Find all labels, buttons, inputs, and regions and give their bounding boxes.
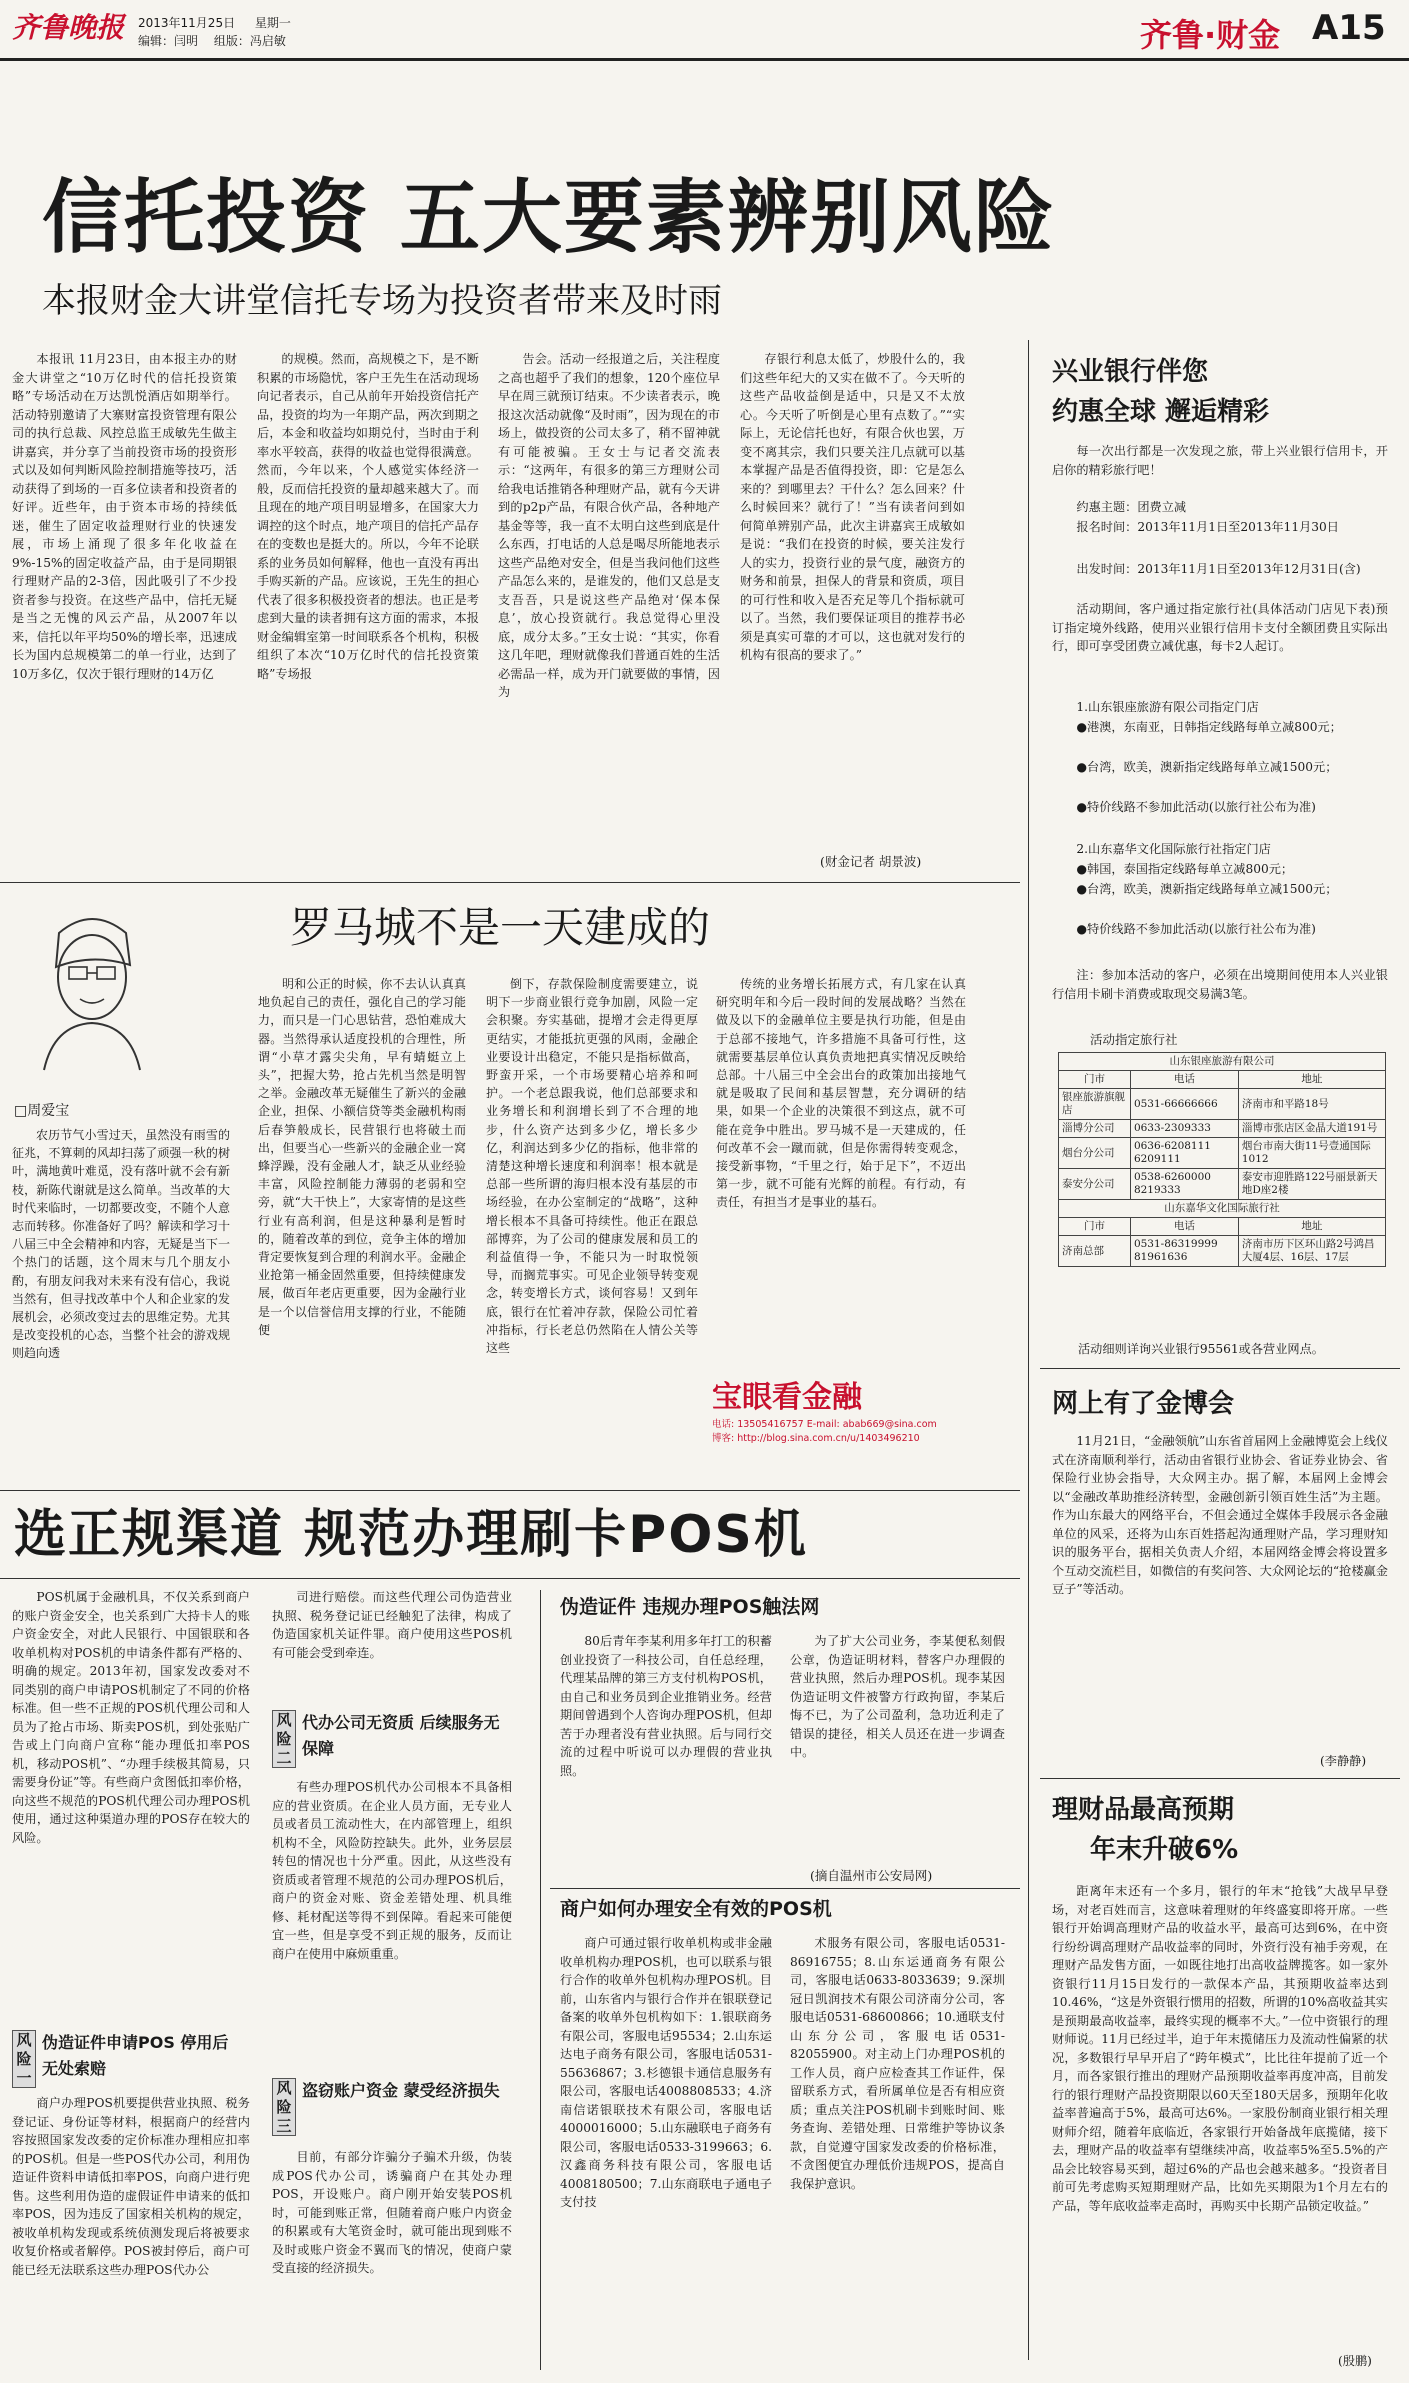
wealth-body: 距离年末还有一个多月，银行的年末“抢钱”大战早早登场，对老百姓而言，这意味着理财的年终盛宴即将开席。一些银行开始调高理财产品的收益水平，最高可达到6%，在中资行纷纷调高理财产品收益率的同时，外资行没有袖手旁观，在理财产品发售方面，一如既往地打出高收益牌揽客。如一家外资银行11月15日发行的一款保本产品，其预期收益率达到10.46%，“这是外资银行惯用的招数，所谓的10%高收益其实是预期最高收益率，最终实现的概率不大。”一位中资银行的理财师说。11月已经过半，迫于年末揽储压力及流动性偏紧的状况，多数银行早早开启了“跨年模式”，比比往年提前了近一个月，而各家银行推出的理财产品预期收益率再度冲高，目前发行的银行理财产品投资期限以60天至180天居多，预期年化收益率普遍高于5%，最高可达6%。一家股份制商业银行相关理财师介绍，随着年底临近，各家银行开始备战年底揽储，接下去，理财产品的收益率有望继续冲高，收益率5%至5.5%的产品会比较容易买到，超过6%的产品也会越来越多。“投资者目前可先考虑购买短期理财产品，比如先买期限为1个月左右的产品，等年底收益率走高时，再购买中长期产品锁定收益。” (1052, 1884, 1388, 2213)
t2-col-phone: 电话 (1130, 1218, 1238, 1236)
column-title: 罗马城不是一天建成的 (290, 903, 711, 952)
expo-bottom-rule (1040, 1778, 1400, 1779)
pos-mid-rule (550, 1888, 1020, 1889)
cib-agency-1-item-2: ●台湾，欧美，澳新指定线路每单立减1500元； (1076, 760, 1338, 774)
weekday-text: 星期一 (254, 16, 291, 30)
lead-byline: (财金记者 胡景波) (820, 854, 922, 869)
risk-1-title: 伪造证件申请POS 停用后无处索赔 (42, 2033, 229, 2078)
lead-subtitle: 本报财金大讲堂信托专场为投资者带来及时雨 (42, 281, 722, 321)
columnist-sketch (14, 895, 169, 1075)
wealth-byline: (殷鹏) (1338, 2354, 1372, 2368)
lead-bottom-rule (0, 882, 1020, 883)
cib-agency-table (1058, 1052, 1386, 1267)
badge-contact: 电话: 13505416757 E-mail: abab669@sina.com (712, 1419, 937, 1430)
cib-note: 注：参加本活动的客户，必须在出境期间使用本人兴业银行信用卡刷卡消费或取现交易满3笔。 (1052, 968, 1388, 1001)
page-number: A15 (1312, 8, 1386, 48)
table-row: 烟台分公司 0636-6208111 6209111 烟台市南大街11号壹通国际1012 (1059, 1138, 1386, 1169)
section-name: 齐鲁·财金 (1140, 16, 1281, 54)
table-row: 淄博分公司 0633-2309333 淄博市张店区金晶大道191号 (1059, 1120, 1386, 1138)
column-col-1: 农历节气小雪过天，虽然没有雨雪的征兆，不算刺的风却扫荡了顽强一秋的树叶，满地黄叶难觅，没有落叶就不会有新枝，新陈代谢就是这么简单。当改革的大时代来临时，一切都要改变，不随个人意志而转移。你准备好了吗？解读和学习十八届三中全会精神和内容，无疑是当下一个热门的话题，这个周末与几个朋友小酌，有朋友问我对未来有没有信心，我说当然有，但寻找改革中个人和企业家的发展机会，必须改变过去的思维定势。尤其是改变投机的心态，当整个社会的游戏规则趋向透 (12, 1128, 230, 1361)
pos-title: 选正规渠道 规范办理刷卡POS机 (14, 1505, 808, 1565)
wealth-title-1: 理财品最高预期 (1052, 1795, 1235, 1825)
expo-body: 11月21日，“金融领航”山东省首届网上金融博览会上线仪式在济南顺利举行，活动由省银行业协会、省证券业协会、省保险行业协会指导，大众网主办。据了解，本届网上金博会以“金融改革助推经济转型，金融创新引领百姓生活”为主题。作为山东最大的网络平台，不但会通过全媒体手段展示各金融单位的风采，还将为山东百姓搭起沟通理财产品，学习理财知识的服务平台，据相关负责人介绍，本届网络金博会将设置多个互动交流栏目，如微信的有奖问答、大众网论坛的“抢楼赢金豆子”等活动。 (1052, 1434, 1388, 1596)
right-rail-divider (1028, 340, 1029, 2360)
pos-inner-divider (540, 1590, 541, 2370)
issue-date (138, 14, 291, 31)
column-col-3: 倒下，存款保险制度需要建立，说明下一步商业银行竞争加剧，风险一定会积聚。夯实基础，提增才会走得更厚更结实，才能抵抗更强的风雨，金融企业要设计出稳定，不能只是指标做高，野蛮开采，一个市场要精心培养和呵护。一个老总跟我说，他们总部要求和业务增长和利润增长到了不合理的地步，什么资产达到多少亿，增长多少亿，利润达到多少亿的指标，他非常的清楚这种增长速度和利润率！根本就是总部一些所谓的海归根本没有基层的市场经验，在办公室制定的“战略”，这种增长根本不具备可持续性。他正在跟总部博弈，为了公司的健康发展和员工的利益值得一争，不能只为一时取悦领导，而搁荒事实。可见企业领导转变观念，转变增长方式，谈何容易！又到年底，银行在忙着冲存款，保险公司忙着冲指标，行长老总仍然陷在人情公关等这些 (486, 977, 698, 1356)
pos-col-2-bottom: 目前，有部分诈骗分子骗术升级，伪装成POS代办公司，诱骗商户在其处办理POS，开设账户。商户刚开始安装POS机时，可能到账正常，但随着商户账户内资金的积累或有大笔资金时，就可能出现到账不及时或账户资金不翼而飞的情况，使商户蒙受直接的经济损失。 (272, 2150, 512, 2275)
pos-col-1-bottom: 商户办理POS机要提供营业执照、税务登记证、身份证等材料，根据商户的经营内容按照国家发改委的定价标准办理相应扣率的POS机。但是一些POS代办公司，利用伪造证件资料申请低扣率POS，向商户进行兜售。这些利用伪造的虚假证件申请来的低扣率POS，因为违反了国家相关机构的规定，被收单机构发现或系统侦测发现后将被要求收复价格或者解停。POS被封停后，商户可能已经无法联系这些办理POS代办公 (12, 2096, 250, 2277)
lead-col-3: 告会。活动一经报道之后，关注程度之高也超乎了我们的想象，120个座位早早在周三就预订结束。不少读者表示，晚报这次活动就像“及时雨”，因为现在的市场上，做投资的公司太多了，稍不留神就有可能被骗。王女士与记者交流表示：“这两年，有很多的第三方理财公司给我电话推销各种理财产品，就有今天讲到的p2p产品，有限合伙产品，各种地产基金等等，我一直不太明白这些到底是什么东西，打电话的人总是喝尽所能地表示这些产品绝对安全，但是当我问他们这些产品怎么来的，是谁发的，他们又总是支支吾吾，只是说这些产品绝对‘保本保息’，放心投资就行。我总觉得心里没底，成分太多。”王女士说：“其实，你看这几年吧，理财就像我们普通百姓的生活必需品一样，成为开门就要做的事情，因为 (498, 352, 720, 699)
column-col-2: 明和公正的时候，你不去认认真真地负起自己的责任，强化自己的学习能力，而只是一门心思钻营，恐怕难成大器。当然得承认适度投机的合理性，所谓“小草才露尖尖角，早有蜻蜓立上头”，把握大势，抢占先机当然是明智之举。金融改革无疑催生了新兴的金融企业，担保、小额信贷等类金融机构雨后春笋般成长，民营银行也将破土而出，但要当心一些新兴的金融企业一窝蜂浮躁，没有金融人才，缺乏从业经验丰富，风险控制能力薄弱的老弱和空旁，就“大干快上”，大家寄情的是这些行业有高利润，但是这种暴利是暂时的，随着改革的到位，竞争主体的增加背定要恢复到合理的利润水平。金融企业抢第一桶金固然重要，但持续健康发展，做百年老店更重要，因为金融行业是一个以信誉信用支撑的行业，不能随便 (258, 977, 466, 1337)
risk-2-tag: 风险二 (272, 1710, 296, 1768)
cib-signup: 报名时间：2013年11月1日至2013年11月30日 (1076, 520, 1339, 534)
cib-bottom-rule (1040, 1368, 1400, 1369)
cib-title-2: 约惠全球 邂逅精彩 (1052, 397, 1270, 427)
pos-title-rule (0, 1578, 1020, 1579)
column-badge (712, 1378, 972, 1478)
cib-agency-2-item-1: ●韩国，泰国指定线路每单立减800元； (1076, 862, 1294, 876)
expo-title: 网上有了金博会 (1052, 1389, 1235, 1419)
risk-1-tag: 风险一 (12, 2030, 36, 2088)
column-author: □周爱宝 (14, 1103, 70, 1119)
cib-footer: 活动细则详询兴业银行95561或各营业网点。 (1078, 1342, 1324, 1356)
expo-byline: (李静静) (1320, 1754, 1367, 1768)
t2-col-store: 门市 (1059, 1218, 1131, 1236)
t1-col-addr: 地址 (1238, 1071, 1385, 1089)
wealth-title-2: 年末升破6% (1090, 1835, 1239, 1865)
risk-3-tag: 风险三 (272, 2078, 296, 2136)
t2-col-addr: 地址 (1238, 1218, 1385, 1236)
pos-col-3-top: 80后青年李某利用多年打工的积蓄创业投资了一科技公司，自任总经理，代理某品牌的第三方支付机构POS机，由自己和业务员到企业推销业务。经营期间曾遇到个人咨询办理POS机，但却苦于办理者没有营业执照。后与同行交流的过程中听说可以办理假的营业执照。 (560, 1634, 772, 1778)
lead-title: 信托投资 五大要素辨别风险 (42, 171, 1056, 264)
cib-agency-1-item-1: ●港澳，东南亚，日韩指定线路每单立减800元； (1076, 720, 1342, 734)
date-text: 2013年11月25日 (138, 16, 236, 30)
lead-col-4: 存银行利息太低了，炒股什么的，我们这些年纪大的又实在做不了。今天听的这些产品收益倒是适中，只是又不太放心。今天听了听倒是心里有点数了。”“实际上，无论信托也好，有限合伙也罢，万变不离其宗，我们只要关注几点就可以基本掌握产品是否值得投资，即：它是怎么来的？到哪里去？干什么？怎么回来？什么时候回来？就行了！”当有读者问到如何简单辨别产品，此次主讲嘉宾王成敏如是说：“我们在投资的时候，要关注发行人的实力，投资行业的景气度，融资方的财务和前景，担保人的背景和资质，项目的可行性和收入是否充足等几个指标就可以了。当然，我们要保证项目的推荐书必须是真实可靠的才可以，这也就对发行的机构有很高的要求了。” (740, 352, 965, 662)
pos-col-4-bottom: 术服务有限公司，客服电话0531-86916755；8.山东运通商务有限公司，客服电话0633-8033639；9.深圳冠日凯润技术有限公司济南分公司，客服电话0531-68600866；10.通联支付山东分公司，客服电话0531-82055900。对主动上门办理POS机的工作人员，商户应检查其工作证件，保留联系方式，看所属单位是否有相应资质；重点关注POS机刷卡到账时间、账务查询、差错处理、日常维护等协议条款，自觉遵守国家发改委的价格标准，不贪图便宜办理低价违规POS，提高自我保护意识。 (790, 1936, 1005, 2191)
t1-col-store: 门市 (1059, 1071, 1131, 1089)
pos-col-4-top: 为了扩大公司业务，李某便私刻假公章，伪造证明材料，替客户办理假的营业执照，然后办理POS机。现李某因伪造证明文件被警方行政拘留，李某后悔不已，为了公司盈利，急功近利走了错误的捷径，相关人员还在进一步调查中。 (790, 1634, 1005, 1759)
pos-sub-1-byline: (摘自温州市公安局网) (810, 1868, 933, 1883)
table-row: 济南总部 0531-86319999 81961636 济南市历下区环山路2号鸿昌大厦4层、16层、17层 (1059, 1236, 1386, 1267)
lead-col-2: 的规模。然而，高规模之下，是不断积累的市场隐忧，客户王先生在活动现场向记者表示，自己从前年开始投资信托产品，投资的均为一年期产品，两次到期之后，本金和收益均如期兑付，当时由于利率水平较高，获得的收益也觉得很满意。然而，今年以来，个人感觉实体经济一般，反而信托投资的量却越来越大了。而且现在的地产项目明显增多，在国家大力调控的这个时点，地产项目的信托产品存在的变数也是挺大的。所以，今年不论联系的业务员如何解释，他也一直没有再出手购买新的产品。应该说，王先生的担心代表了很多积极投资者的想法。也正是考虑到大量的读者拥有这方面的需求，本报财金编辑室第一时间联系各个机构，积极组织了本次“10万亿时代的信托投资策略”专场报 (257, 352, 479, 681)
cib-agency-2: 2.山东嘉华文化国际旅行社指定门店 (1076, 842, 1271, 856)
cib-body: 活动期间，客户通过指定旅行社(具体活动门店见下表)预订指定境外线路，使用兴业银行信用卡支付全额团费且实际出行，即可享受团费立减优惠，每卡2人起订。 (1052, 602, 1388, 653)
cib-agency-2-item-2: ●台湾，欧美，澳新指定线路每单立减1500元； (1076, 882, 1338, 896)
cib-intro: 每一次出行都是一次发现之旅，带上兴业银行信用卡，开启你的精彩旅行吧！ (1052, 444, 1388, 477)
column-bottom-rule (0, 1490, 1020, 1491)
badge-text: 宝眼看金融 (712, 1380, 862, 1415)
t1-header: 山东银座旅游有限公司 (1059, 1053, 1386, 1071)
cib-depart: 出发时间：2013年11月1日至2013年12月31日(含) (1076, 562, 1361, 576)
risk-2-title: 代办公司无资质 后续服务无保障 (302, 1713, 500, 1758)
editor-credits (138, 32, 286, 49)
cib-theme: 约惠主题：团费立减 (1076, 500, 1187, 514)
column-col-4: 传统的业务增长拓展方式，有几家在认真研究明年和今后一段时间的发展战略？当然在做及以下的金融单位主要是执行功能，但是由于总部不接地气，许多措施不具备可行性，这就需要基层单位认真负责地把真实情况反映给总部。十八届三中全会出台的政策加出接地气就是吸取了民间和基层智慧，充分调研的结果，如果一个企业的决策很不到这点，就不可能在竞争中胜出。罗马城不是一天建成的，任何改革不会一蹴而就，但是你需得转变观念，接受新事物，“千里之行，始于足下”，不迈出第一步，就不可能有光辉的前程。有行动，有责任，有担当才是事业的基石。 (716, 977, 966, 1210)
editor-text: 编辑：闫明 (138, 34, 199, 48)
cib-agency-2-item-3: ●特价线路不参加此活动(以旅行社公布为准) (1076, 922, 1316, 936)
layout-text: 组版：冯启敏 (213, 34, 286, 48)
newspaper-logo: 齐鲁晚报 (12, 11, 125, 44)
cib-agency-1: 1.山东银座旅游有限公司指定门店 (1076, 700, 1259, 714)
table-row: 银座旅游旗舰店 0531-66666666 济南市和平路18号 (1059, 1089, 1386, 1120)
risk-3-title: 盗窃账户资金 蒙受经济损失 (302, 2081, 500, 2100)
pos-col-2-mid: 有些办理POS机代办公司根本不具备相应的营业资质。在企业人员方面，无专业人员或者员工流动性大，在内部管理上，组织机构不全，风险防控缺失。此外，业务层层转包的情况也十分严重。因此，从这些没有资质或者管理不规范的公司办理POS机后，商户的资金对账、资金差错处理、机具维修、耗材配送等得不到保障。看起来可能便宜一些，但是享受不到正规的服务，反而让商户在使用中麻烦重重。 (272, 1780, 512, 1961)
t2-header: 山东嘉华文化国际旅行社 (1059, 1200, 1386, 1218)
t1-col-phone: 电话 (1130, 1071, 1238, 1089)
table-row: 泰安分公司 0538-6260000 8219333 泰安市迎胜路122号丽景新天地D座2楼 (1059, 1169, 1386, 1200)
badge-blog: 博客: http://blog.sina.com.cn/u/1403496210 (712, 1433, 920, 1444)
pos-sub-1: 伪造证件 违规办理POS触法网 (560, 1596, 820, 1618)
cib-table-caption: 活动指定旅行社 (1090, 1032, 1178, 1047)
lead-col-1: 本报讯 11月23日，由本报主办的财金大讲堂之“10万亿时代的信托投资策略”专场活动在万达凯悦酒店如期举行。活动特别邀请了大寨财富投资管理有限公司的执行总裁、风控总监王成敏先生做主讲嘉宾，并分享了当前投资市场的投资形式以及如何判断风险控制措施等技巧，活动获得了到场的一百多位读者和投资者的好评。近些年，由于资本市场的持续低迷，催生了固定收益理财行业的快速发展，市场上涌现了很多年化收益在9%-15%的固定收益产品，由于是同期银行理财产品的2-3倍，因此吸引了不少投资者参与投资。在这些产品中，信托无疑是当之无愧的风云产品，从2007年以来，信托以年平均50%的增长率，迅速成长为国内总规模第二的单一行业，达到了10万多亿，仅次于银行理财的14万亿 (12, 352, 237, 681)
pos-col-2-top: 司进行赔偿。而这些代理公司伪造营业执照、税务登记证已经触犯了法律，构成了伪造国家机关证件罪。商户使用这些POS机有可能会受到牵连。 (272, 1590, 512, 1660)
cib-agency-1-item-3: ●特价线路不参加此活动(以旅行社公布为准) (1076, 800, 1316, 814)
pos-col-1-top: POS机属于金融机具，不仅关系到商户的账户资金安全，也关系到广大持卡人的账户资金安全，对此人民银行、中国银联和各收单机构对POS机的申请条件都有严格的、明确的规定。2013年初，国家发改委对不同类别的商户申请POS机制定了不同的价格标准。但一些不正规的POS机代理公司和人员为了抢占市场、斯卖POS机，到处张贴广告或上门向商户宣称“能办理低扣率POS机，移动POS机”、“办理手续极其简易，只需要身份证”等。有些商户贪图低扣率价格，向这些不规范的POS机代理公司办理POS机使用，通过这种渠道办理的POS存在较大的风险。 (12, 1590, 250, 1845)
masthead-rule (0, 58, 1409, 61)
pos-sub-2: 商户如何办理安全有效的POS机 (560, 1898, 832, 1920)
pos-col-3-bottom: 商户可通过银行收单机构或非金融收单机构办理POS机，也可以联系与银行合作的收单外包机构办理POS机。目前，山东省内与银行合作并在银联登记备案的收单外包机构如下：1.银联商务有限公司，客服电话95534；2.山东运达电子商务有限公司，客服电话0531-55636867；3.杉德银卡通信息服务有限公司，客服电话4008808533；4.济南信诺银联技术有限公司，客服电话4000016000；5.山东融联电子商务有限公司，客服电话0533-3199663；6.汉鑫商务科技有限公司，客服电话4008180500；7.山东商联电子通电子支付技 (560, 1936, 772, 2209)
cib-title-1: 兴业银行伴您 (1052, 357, 1209, 387)
